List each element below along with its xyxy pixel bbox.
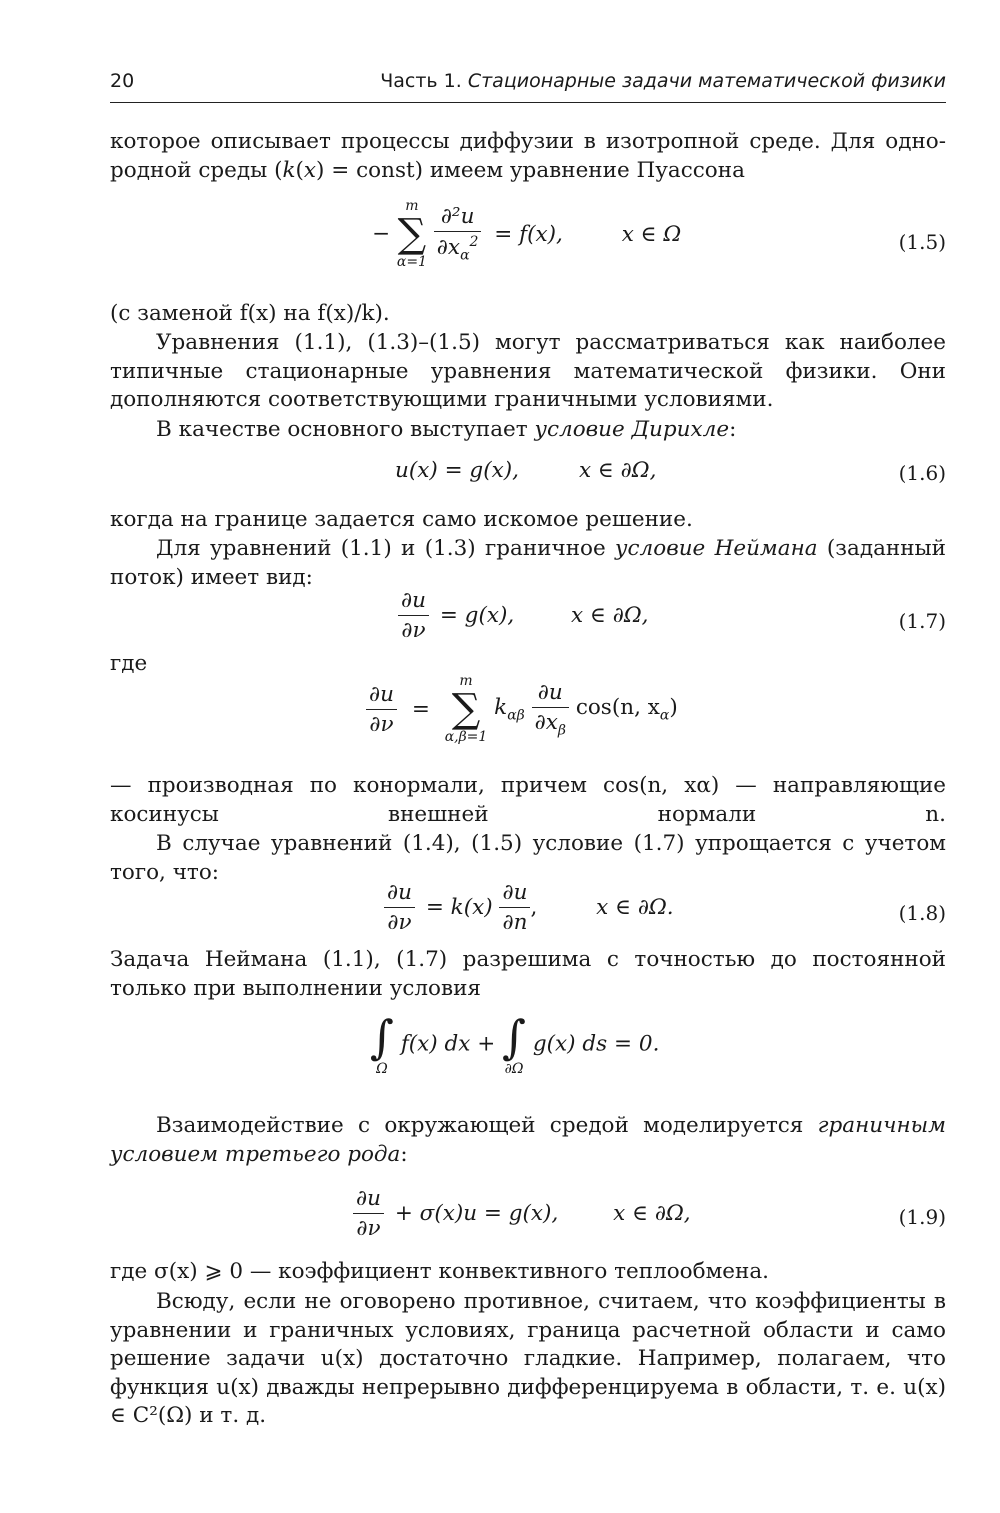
- paragraph-6: Для уравнений (1.1) и (1.3) граничное условие Неймана (заданный поток) имеет вид:: [110, 536, 946, 590]
- paragraph-5: когда на границе задается само искомое решение.: [110, 507, 693, 532]
- equation-number-1-9: (1.9): [898, 1205, 946, 1229]
- paragraph-10: Взаимодействие с окружающей средой моделируется граничным условием третьего рода:: [110, 1113, 946, 1167]
- chapter-title: Стационарные задачи математической физики: [467, 70, 946, 92]
- equation-1-6: u(x) = g(x), x ∈ ∂Ω,: [395, 458, 657, 483]
- solvability-condition: ∫ Ω f(x) dx + ∫ ∂Ω g(x) ds = 0.: [370, 1010, 660, 1077]
- paragraph-12: Всюду, если не оговорено противное, считаем, что коэффициенты в уравнении и граничных условиях, граница расчетной области и само решение задачи u(x) достаточно гладкие. Например, полагаем, что функция u(x) дважды непрерывно дифференцируема в области, т. е. u(x) ∈ C²(Ω) и т. д.: [110, 1289, 946, 1428]
- equation-number-1-7: (1.7): [898, 609, 946, 633]
- equation-1-9: $\frac{\partial u}{\partial\nu}$ + σ(x)u = g(x), x ∈ ∂Ω,: [353, 1186, 691, 1241]
- sum-symbol: m ∑ α=1: [396, 198, 427, 270]
- equation-number-1-5: (1.5): [898, 230, 946, 254]
- paragraph-1: которое описывает процессы диффузии в изотропной среде. Для одно-: [110, 129, 946, 154]
- equation-number-1-8: (1.8): [898, 901, 946, 925]
- equation-1-7: $\frac{\partial u}{\partial\nu}$ = g(x), x ∈ ∂Ω,: [398, 588, 649, 643]
- paragraph-9: Задача Неймана (1.1), (1.7) разрешима с точностью до постоянной только при выполнении условия: [110, 947, 946, 1001]
- paragraph-11: где σ(x) ⩾ 0 — коэффициент конвективного теплообмена.: [110, 1259, 770, 1284]
- page-header: [110, 66, 946, 103]
- equation-number-1-6: (1.6): [898, 461, 946, 485]
- paragraph-4: В качестве основного выступает условие Дирихле:: [156, 417, 737, 442]
- part-label: Часть 1.: [380, 70, 462, 92]
- where-label: где: [110, 651, 148, 676]
- running-title: [380, 70, 946, 92]
- equation-1-8: $\frac{\partial u}{\partial\nu}$ = k(x) $\frac{\partial u}{\partial n}$ , x ∈ ∂Ω.: [384, 880, 674, 935]
- conormal-derivative: $\frac{\partial u}{\partial\nu}$ = m ∑ α,β=1 $k_{\alpha\beta}$ $\frac{\partial u}{\partial x_\beta}$ cos(n, $x_\alpha$): [366, 673, 678, 745]
- paragraph-8: В случае уравнений (1.4), (1.5) условие (1.7) упрощается с учетом того, что:: [110, 831, 946, 885]
- page-number: 20: [110, 70, 135, 92]
- equation-1-5: − m ∑ α=1 $\frac{\text{∂²u}}{\partial x_\alpha^2}$ = f(x), x ∈ Ω: [372, 198, 682, 270]
- paragraph-7: — производная по конормали, причем cos(n, xα) — направляющие косинусы внешней нормали n.: [110, 773, 946, 827]
- paragraph-1-cont: родной среды (k(x) = const) имеем уравнение Пуассона: [110, 158, 745, 183]
- paragraph-2: (с заменой f(x) на f(x)/k).: [110, 301, 390, 326]
- paragraph-3: Уравнения (1.1), (1.3)–(1.5) могут рассматриваться как наиболее типичные стационарные уравнения математической физики. Они дополняются соответствующими граничными условиями.: [110, 330, 946, 412]
